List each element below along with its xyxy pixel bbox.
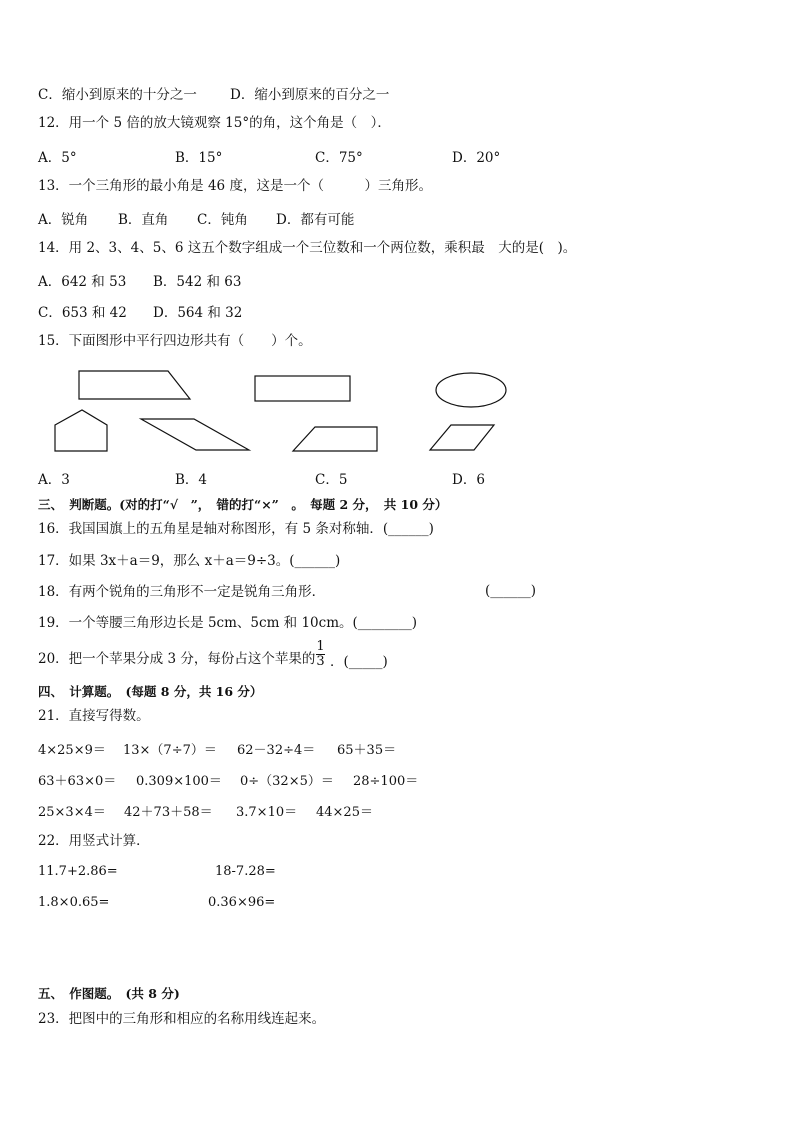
q13-option-d: D．都有可能 [276, 212, 355, 228]
q12-stem: 12．用一个 5 倍的放大镜观察 15°的角，这个角是（ ）． [38, 115, 391, 131]
q14-stem: 14．用 2、3、4、5、6 这五个数字组成一个三位数和一个两位数，乘积最 大的是( )。 [38, 240, 577, 256]
q13-option-c: C．钝角 [197, 212, 248, 228]
q14-option-d: D．564 和 32 [153, 305, 243, 321]
q13-option-a: A．锐角 [38, 212, 89, 228]
parallelogram-shape-3 [430, 425, 494, 450]
q21-cell: 0÷（32×5）＝ [240, 774, 334, 789]
q22-cell: 18-7.28= [215, 864, 276, 879]
section-3-heading: 三、 判断题。(对的打“√ ”， 错的打“×” 。 每题 2 分， 共 10 分） [38, 497, 448, 512]
q12-option-a: A．5° [38, 150, 77, 166]
q17-text: 17．如果 3x＋a＝9，那么 x＋a＝9÷3。(______) [38, 553, 341, 569]
q15-stem: 15．下面图形中平行四边形共有（ ）个。 [38, 333, 312, 349]
q22-cell: 11.7+2.86= [38, 864, 118, 879]
q23-text: 23．把图中的三角形和相应的名称用线连起来。 [38, 1011, 326, 1027]
q21-cell: 3.7×10＝ [236, 805, 298, 820]
q15-option-c: C．5 [315, 472, 348, 488]
q14-option-c: C．653 和 42 [38, 305, 127, 321]
q21-cell: 44×25＝ [316, 805, 373, 820]
q15-shapes-figure [0, 360, 794, 460]
q12-option-d: D．20° [452, 150, 501, 166]
q13-stem: 13．一个三角形的最小角是 46 度，这是一个（ ）三角形。 [38, 178, 432, 194]
pentagon-shape [55, 410, 107, 451]
q11-option-c: C．缩小到原来的十分之一 [38, 87, 197, 103]
q20-text: 20．把一个苹果分成 3 分，每份占这个苹果的 [38, 651, 316, 667]
trapezoid-shape [79, 371, 190, 399]
parallelogram-shape-2 [293, 427, 377, 451]
q22-cell: 1.8×0.65= [38, 895, 110, 910]
q14-option-a: A．642 和 53 [38, 274, 127, 290]
q18-answer-blank: (______) [485, 583, 537, 599]
q22-stem: 22．用竖式计算． [38, 833, 150, 849]
q22-cell: 0.36×96= [208, 895, 276, 910]
q20-fraction [316, 640, 325, 669]
q21-cell: 28÷100＝ [353, 774, 419, 789]
q16-text: 16．我国国旗上的五角星是轴对称图形，有 5 条对称轴．(______) [38, 521, 434, 537]
q21-cell: 0.309×100＝ [136, 774, 222, 789]
ellipse-shape [436, 373, 506, 407]
q15-option-a: A．3 [38, 472, 70, 488]
q21-stem: 21．直接写得数。 [38, 708, 150, 724]
q21-cell: 25×3×4＝ [38, 805, 106, 820]
q21-cell: 65＋35＝ [337, 743, 397, 758]
q21-cell: 62－32÷4＝ [237, 743, 316, 758]
q18-text: 18．有两个锐角的三角形不一定是锐角三角形． [38, 584, 326, 600]
q15-option-d: D．6 [452, 472, 485, 488]
section-4-heading: 四、 计算题。 (每题 8 分，共 16 分） [38, 684, 263, 699]
q21-cell: 42＋73＋58＝ [124, 805, 213, 820]
q12-option-c: C．75° [315, 150, 363, 166]
q11-option-d: D．缩小到原来的百分之一 [230, 87, 390, 103]
q21-cell: 13×（7÷7）＝ [123, 743, 217, 758]
q14-option-b: B．542 和 63 [153, 274, 242, 290]
q15-option-b: B．4 [175, 472, 208, 488]
q13-option-b: B．直角 [118, 212, 169, 228]
q19-text: 19．一个等腰三角形边长是 5cm、5cm 和 10cm。(________) [38, 615, 418, 631]
section-5-heading: 五、 作图题。 (共 8 分) [38, 986, 180, 1001]
q20-answer-blank: ．(_____) [330, 654, 388, 670]
rectangle-shape [255, 376, 350, 401]
fraction-numerator: 1 [316, 639, 325, 654]
q21-cell: 63＋63×0＝ [38, 774, 117, 789]
q21-cell: 4×25×9＝ [38, 743, 106, 758]
fraction-denominator: 3 [316, 654, 325, 669]
parallelogram-shape-1 [141, 419, 249, 450]
q12-option-b: B．15° [175, 150, 223, 166]
